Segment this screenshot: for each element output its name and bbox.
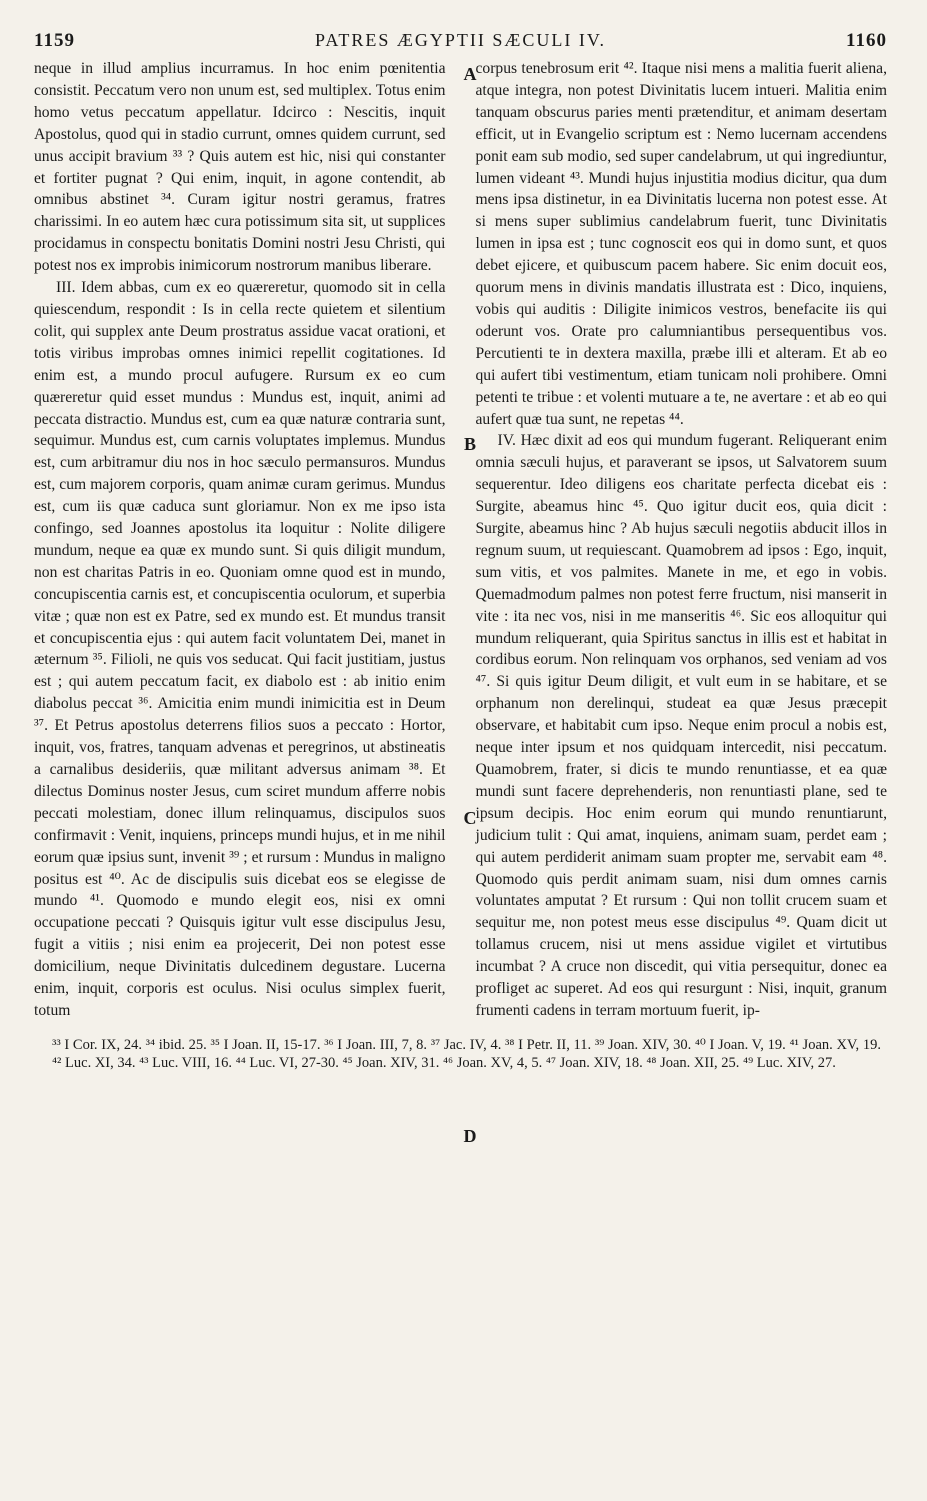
left-column: [34, 58, 446, 1022]
right-paragraph-1: corpus tenebrosum erit ⁴². Itaque nisi mens a malitia fuerit aliena, atque integra, non potest Divinitatis lucem intueri. Malitia enim tanquam obscurus paries menti prætenditur, et animam desertam efficit, ut in Evangelio scriptum est : Nemo lucernam accendens ponit eam sub modio, sed super candelabrum, ut qui ingrediuntur, lumen videant ⁴³. Mundi hujus injustitia modius dicitur, qua dum mens ipsa distinetur, in ea Divinitatis lucerna non potest esse. At si mens super sublimius candelabrum fuerit, tunc Divinitatis lumen in ipsa est ; tunc cognoscit eos qui in domo sunt, et quos debet ejicere, et quibuscum pacem habere. Sic enim docuit eos, quorum mens in divinis mandatis illustrata est : Dico, inquiens, vobis qui auditis : Diligite inimicos vestros, benefacite iis qui oderunt vos. Orate pro calumniantibus persequentibus vos. Percutienti te in dextera maxilla, præbe illi et alteram. Et ab eo qui aufert tibi vestimentum, etiam tunicam noli prohibere. Omni petenti te tribue : et volenti mutuare a te, ne avertare : et ab eo qui aufert quæ tua sunt, ne repetas ⁴⁴.: [475, 60, 887, 428]
section-marker-b: B: [463, 434, 476, 454]
left-paragraph-1: neque in illud amplius incurramus. In hoc enim pœnitentia consistit. Peccatum vero non unum est, sed multiplex. Totus enim homo vetus peccatum appellatur. Idcirco : Nescitis, inquit Apostolus, quod qui in stadio currunt, omnes quidem currunt, sed unus accipit bravium ³³ ? Quis autem est hic, nisi qui constanter et fortiter pugnat ? Qui enim, inquit, in agone contendit, ab omnibus abstinet ³⁴. Curam igitur nostri geramus, fratres charissimi. In eo autem hæc cura potissimum sita sit, ut supplices procidamus in conspectu bonitatis Domini nostri Jesu Christi, qui potest nos ex improbis inimicorum nostrorum manibus liberare.: [34, 60, 446, 275]
right-paragraph-2: IV. Hæc dixit ad eos qui mundum fugerant. Reliquerant enim omnia sæculi hujus, et paraverant se ipsos, ut Salvatorem suum sequerentur. Ideo diligens eos charitate perfecta dicebat eis : Surgite, abeamus hinc ⁴⁵. Quo igitur ducit eos, quia dicit : Surgite, abeamus hinc ? Ab hujus sæculi negotiis abducit illos in regnum suum, ut requiescant. Quamobrem ad ipsos : Ego, inquit, sum vitis, et vos palmites. Manete in me, et ego in vobis. Quemadmodum palmes non potest ferre fructum, nisi manserit in vite : ita nec vos, nisi in me manseritis ⁴⁶. Sic eos alloquitur qui mundum reliquerant, quia Spiritus sanctus in illis est et habitat in cordibus eorum. Non relinquam vos orphanos, sed veniam ad vos ⁴⁷. Si quis igitur Deum diligit, et vult eum in se habitare, et se orphanum non derelinqui, studeat ea quæ Jesus præcepit observare, et habitabit cum ipso. Neque enim procul a nobis est, neque inter ipsum et nos quidquam intercedit, nisi peccatum. Quamobrem, frater, si dicis te mundo renuntiasse, et ea quæ mundi sunt facere deprehenderis, non renuntiasti plane, sed te ipsum decipis. Hoc enim eorum qui mundo renuntiarunt, judicium tulit : Qui amat, inquiens, animam suam, perdet eam ; qui autem perdiderit animam suam propter me, servabit eam ⁴⁸. Quomodo quis perdit animam suam, nisi dum omnes carnis voluntates amputat ? Et rursum : Qui non tollit crucem suam et sequitur me, non potest meus esse discipulus ⁴⁹. Quam dicit ut tollamus crucem, nisi ut mens assidue vigilet et virtutibus incumbat ? A cruce non discedit, qui vitia persequitur, donec ea profliget ac superet. Ad eos qui resurgunt : Nisi, inquit, granum frumenti cadens in terram mortuum fuerit, ip-: [475, 432, 887, 1019]
section-marker-c: C: [463, 808, 477, 828]
left-paragraph-2: III. Idem abbas, cum ex eo quæreretur, quomodo sit in cella quiescendum, respondit : Is in cella recte quietem et silentium colit, qui supplex ante Deum prostratus assidue vacat orationi, et totis viribus improbas omnes inimici repellit cogitationes. Id enim est, a mundo procul aufugere. Rursum ex eo cum quæreretur quid esset mundus : Mundus est, inquit, animi ad peccata distractio. Mundus est, cum ea quæ naturæ contraria sunt, sequimur. Mundus est, cum carnis voluptates implemus. Mundus est, cum arbitramur diu nos in hoc sæculo permansuros. Mundus est, cum majorem corporis, quam animæ curam gerimus. Mundus est, cum iis quæ caduca sunt gloriamur. Non ex me ipso ista confingo, sed Joannes apostolus ita loquitur : Nolite diligere mundum, neque ea quæ ex mundo sunt. Si quis diligit mundum, non est charitas Patris in eo. Quoniam omne quod est in mundo, concupiscentia carnis est, et concupiscentia oculorum, et superbia vitæ ; quæ non est ex Patre, sed ex mundo est. Et mundus transit et concupiscentia ejus : qui autem facit voluntatem Dei, manet in æternum ³⁵. Filioli, ne quis vos seducat. Qui facit justitiam, justus est ; qui autem peccatum facit, ex diabolo est : ab initio enim diabolus peccat ³⁶. Amicitia enim mundi inimicitia est in Deum ³⁷. Et Petrus apostolus deterrens filios suos a peccato : Hortor, inquit, vos, fratres, tanquam advenas et peregrinos, ut abstineatis a carnalibus desideriis, quæ militant adversus animam ³⁸. Et dilectus Dominus noster Jesus, cum sciret mundum afferre nobis peccati molestiam, donec illum relinquamus, discipulos suos confirmavit : Venit, inquiens, princeps mundi hujus, et in me nihil eorum quæ ipsius sunt, invenit ³⁹ ; et rursum : Mundus in maligno positus est ⁴⁰. Ac de discipulis suis dicebat eos se elegisse de mundo ⁴¹. Quomodo e mundo elegit eos, nisi ex omni occupatione peccati ? Quisquis igitur vult esse discipulus Jesu, fugit a vitiis ; nisi enim ea projecerit, Dei non potest esse domicilium, neque Divinitatis dulcedinem degustare. Lucerna enim, inquit, corporis est oculus. Nisi oculus simplex fuerit, totum: [34, 279, 446, 1019]
footnotes: ³³ I Cor. IX, 24. ³⁴ ibid. 25. ³⁵ I Joan. II, 15-17. ³⁶ I Joan. III, 7, 8. ³⁷ Jac. IV, 4. ³⁸ I Petr. II, 11. ³⁹ Joan. XIV, 30. ⁴⁰ I Joan. V, 19. ⁴¹ Joan. XV, 19. ⁴² Luc. XI, 34. ⁴³ Luc. VIII, 16. ⁴⁴ Luc. VI, 27-30. ⁴⁵ Joan. XIV, 31. ⁴⁶ Joan. XV, 4, 5. ⁴⁷ Joan. XIV, 18. ⁴⁸ Joan. XII, 25. ⁴⁹ Luc. XIV, 27.: [52, 1036, 881, 1071]
running-title: PATRES ÆGYPTII SÆCULI IV.: [314, 30, 607, 50]
right-page-number: 1160: [846, 30, 887, 51]
section-marker-a: A: [463, 64, 477, 84]
left-page-number: 1159: [34, 30, 75, 51]
section-marker-d: D: [463, 1126, 477, 1146]
running-header: [34, 30, 887, 52]
right-column: [476, 58, 888, 1022]
